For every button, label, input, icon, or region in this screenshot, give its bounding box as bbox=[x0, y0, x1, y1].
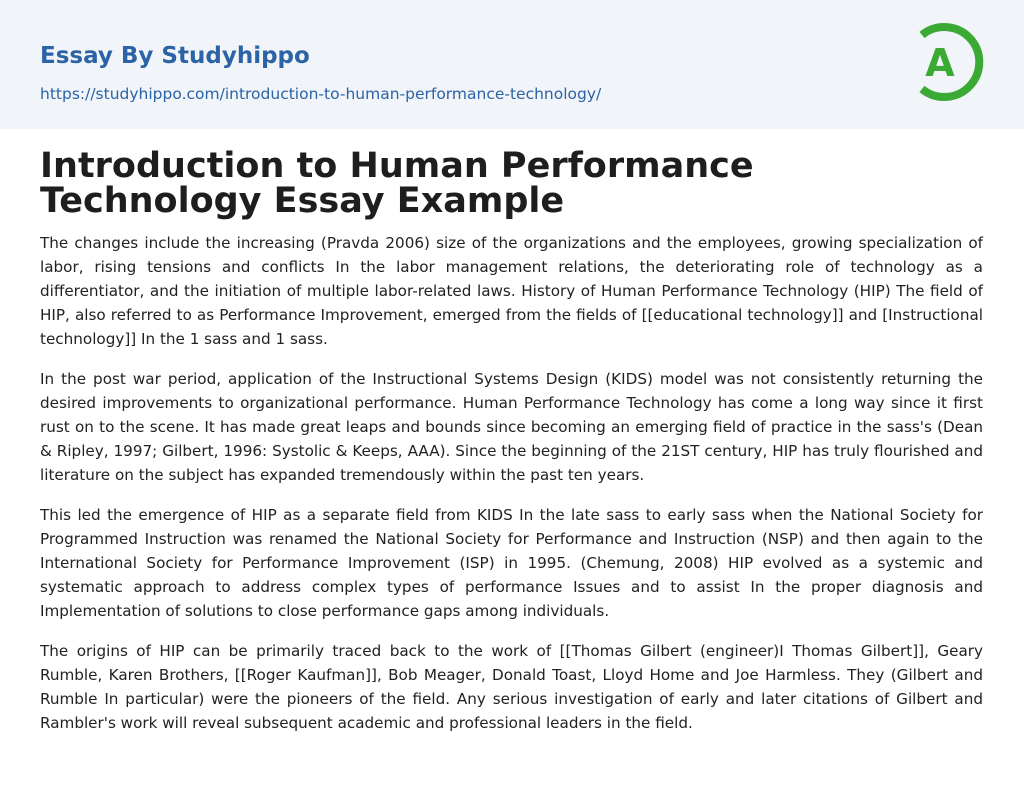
logo-letter: A bbox=[925, 41, 955, 85]
site-title[interactable]: Essay By Studyhippo bbox=[40, 43, 310, 69]
essay-content bbox=[40, 146, 983, 735]
studyhippo-logo-icon[interactable] bbox=[912, 19, 986, 105]
page-url-link[interactable]: https://studyhippo.com/introduction-to-human-performance-technology/ bbox=[40, 85, 602, 103]
essay-paragraph-3: This led the emergence of HIP as a separate field from KIDS In the late sass to early sass when the National Society for Programmed Instruction was renamed the National Society for Performance and Instruction (NSP) and then again to the International Society for Performance Improvement (ISP) in 1995. (Chemung, 2008) HIP evolved as a systemic and systematic approach to address complex types of performance Issues and to assist In the proper diagnosis and Implementation of solutions to close performance gaps among individuals. bbox=[40, 506, 983, 620]
essay-paragraph-1: The changes include the increasing (Pravda 2006) size of the organizations and the employees, growing specialization of labor, rising tensions and conflicts In the labor management relations, the deteriorating role of technology as a differentiator, and the initiation of multiple labor-related laws. History of Human Performance Technology (HIP) The field of HIP, also referred to as Performance Improvement, emerged from the fields of [[educational technology]] and [Instructional technology]] In the 1 sass and 1 sass. bbox=[40, 234, 983, 348]
essay-paragraph-4: The origins of HIP can be primarily traced back to the work of [[Thomas Gilbert (engineer)I Thomas Gilbert]], Geary Rumble, Karen Brothers, [[Roger Kaufman]], Bob Meager, Donald Toast, Lloyd Home and Joe Harmless. They (Gilbert and Rumble In particular) were the pioneers of the field. Any serious investigation of early and later citations of Gilbert and Rambler's work will reveal subsequent academic and professional leaders in the field. bbox=[40, 642, 983, 732]
essay-title: Introduction to Human Performance Technology Essay Example bbox=[40, 146, 754, 221]
essay-paragraph-2: In the post war period, application of the Instructional Systems Design (KIDS) model was not consistently returning the desired improvements to organizational performance. Human Performance Technology has come a long way since it first rust on to the scene. It has made great leaps and bounds since becoming an emerging field of practice in the sass's (Dean & Ripley, 1997; Gilbert, 1996: Systolic & Keeps, AAA). Since the beginning of the 21ST century, HIP has truly flourished and literature on the subject has expanded tremendously within the past ten years. bbox=[40, 370, 983, 484]
site-header bbox=[0, 0, 1024, 129]
